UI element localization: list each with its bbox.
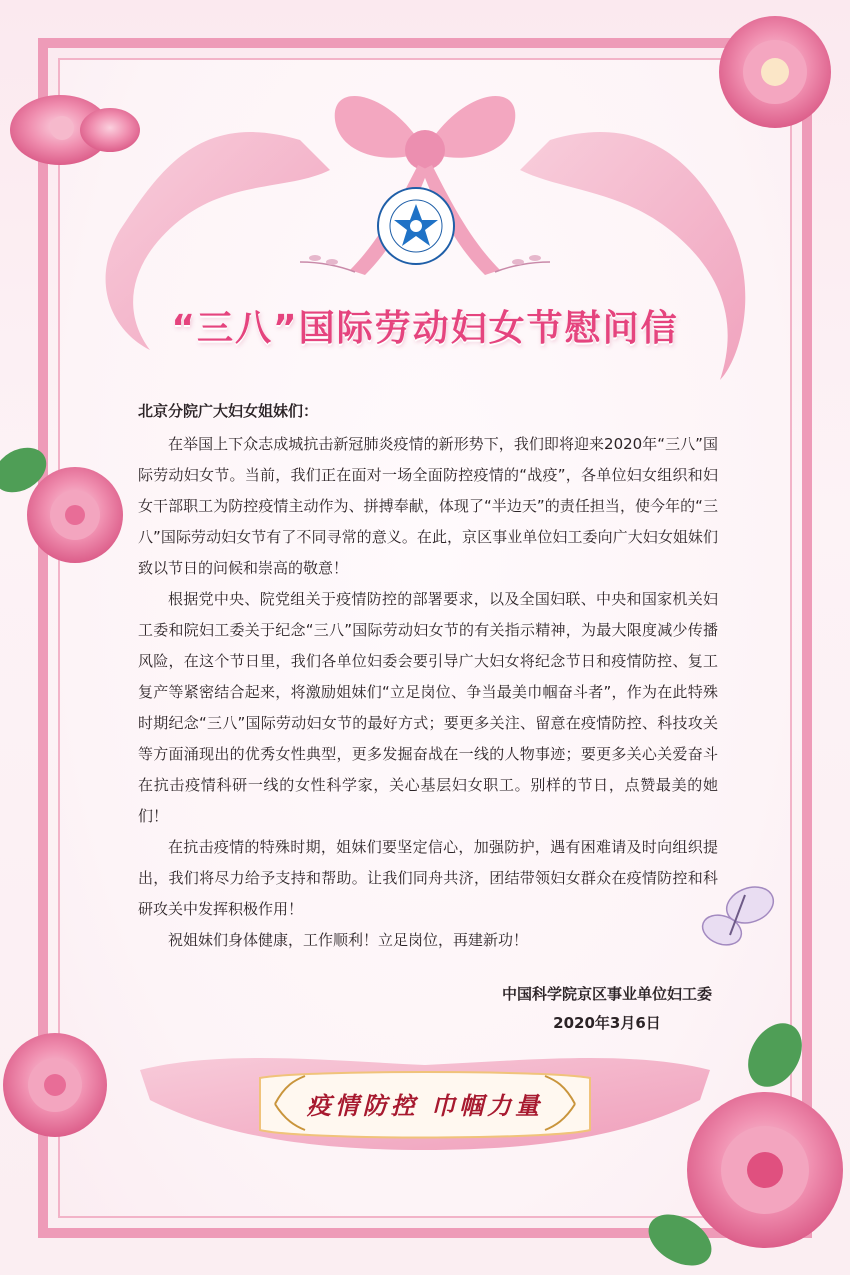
salutation: 北京分院广大妇女姐妹们： (138, 402, 319, 420)
page-title: “三八”国际劳动妇女节慰问信 (171, 308, 679, 349)
paragraph: 祝姐妹们身体健康，工作顺利！立足岗位，再建新功！ (168, 931, 529, 949)
rose-bottom-right (640, 1014, 843, 1275)
signature-block (502, 980, 712, 1038)
rose-bottom-left (3, 1033, 107, 1137)
signature-org: 中国科学院京区事业单位妇工委 (501, 985, 712, 1003)
sprig-right-icon (495, 255, 550, 272)
letter-body (138, 396, 718, 956)
rose-top-right (719, 16, 831, 128)
sprig-left-icon (300, 255, 355, 272)
paragraph: 在抗击疫情的特殊时期，姐妹们要坚定信心，加强防护，遇有困难请及时向组织提出，我们将尽力给予支持和帮助。让我们同舟共济，团结带领妇女群众在疫情防控和科研攻关中发挥积极作用！ (138, 838, 718, 918)
signature-date: 2020年3月6日 (553, 1014, 661, 1032)
slogan-banner: 疫情防控 巾帼力量 (306, 1091, 544, 1120)
rose-top-left (10, 95, 140, 165)
paragraph: 在举国上下众志成城抗击新冠肺炎疫情的新形势下，我们即将迎来2020年“三八”国际劳动妇女节。当前，我们正在面对一场全面防控疫情的“战疫”，各单位妇女组织和妇女干部职工为防控疫情主动作为、拼搏奉献，体现了“半边天”的责任担当，使今年的“三八”国际劳动妇女节有了不同寻常的意义。在此，京区事业单位妇工委向广大妇女姐妹们致以节日的问候和崇高的敬意！ (138, 435, 718, 577)
rose-middle-left (0, 439, 123, 563)
cas-branch-logo (376, 186, 456, 266)
paragraph: 根据党中央、院党组关于疫情防控的部署要求，以及全国妇联、中央和国家机关妇工委和院妇工委关于纪念“三八”国际劳动妇女节的有关指示精神，为最大限度减少传播风险，在这个节日里，我们各单位妇委会要引导广大妇女将纪念节日和疫情防控、复工复产等紧密结合起来，将激励姐妹们“立足岗位、争当最美巾帼奋斗者”，作为在此特殊时期纪念“三八”国际劳动妇女节的最好方式；要更多关注、留意在疫情防控、科技攻关等方面涌现出的优秀女性典型，更多发掘奋战在一线的人物事迹；要更多关心关爱奋斗在抗击疫情科研一线的女性科学家，关心基层妇女职工。别样的节日，点赞最美的她们！ (138, 590, 718, 825)
